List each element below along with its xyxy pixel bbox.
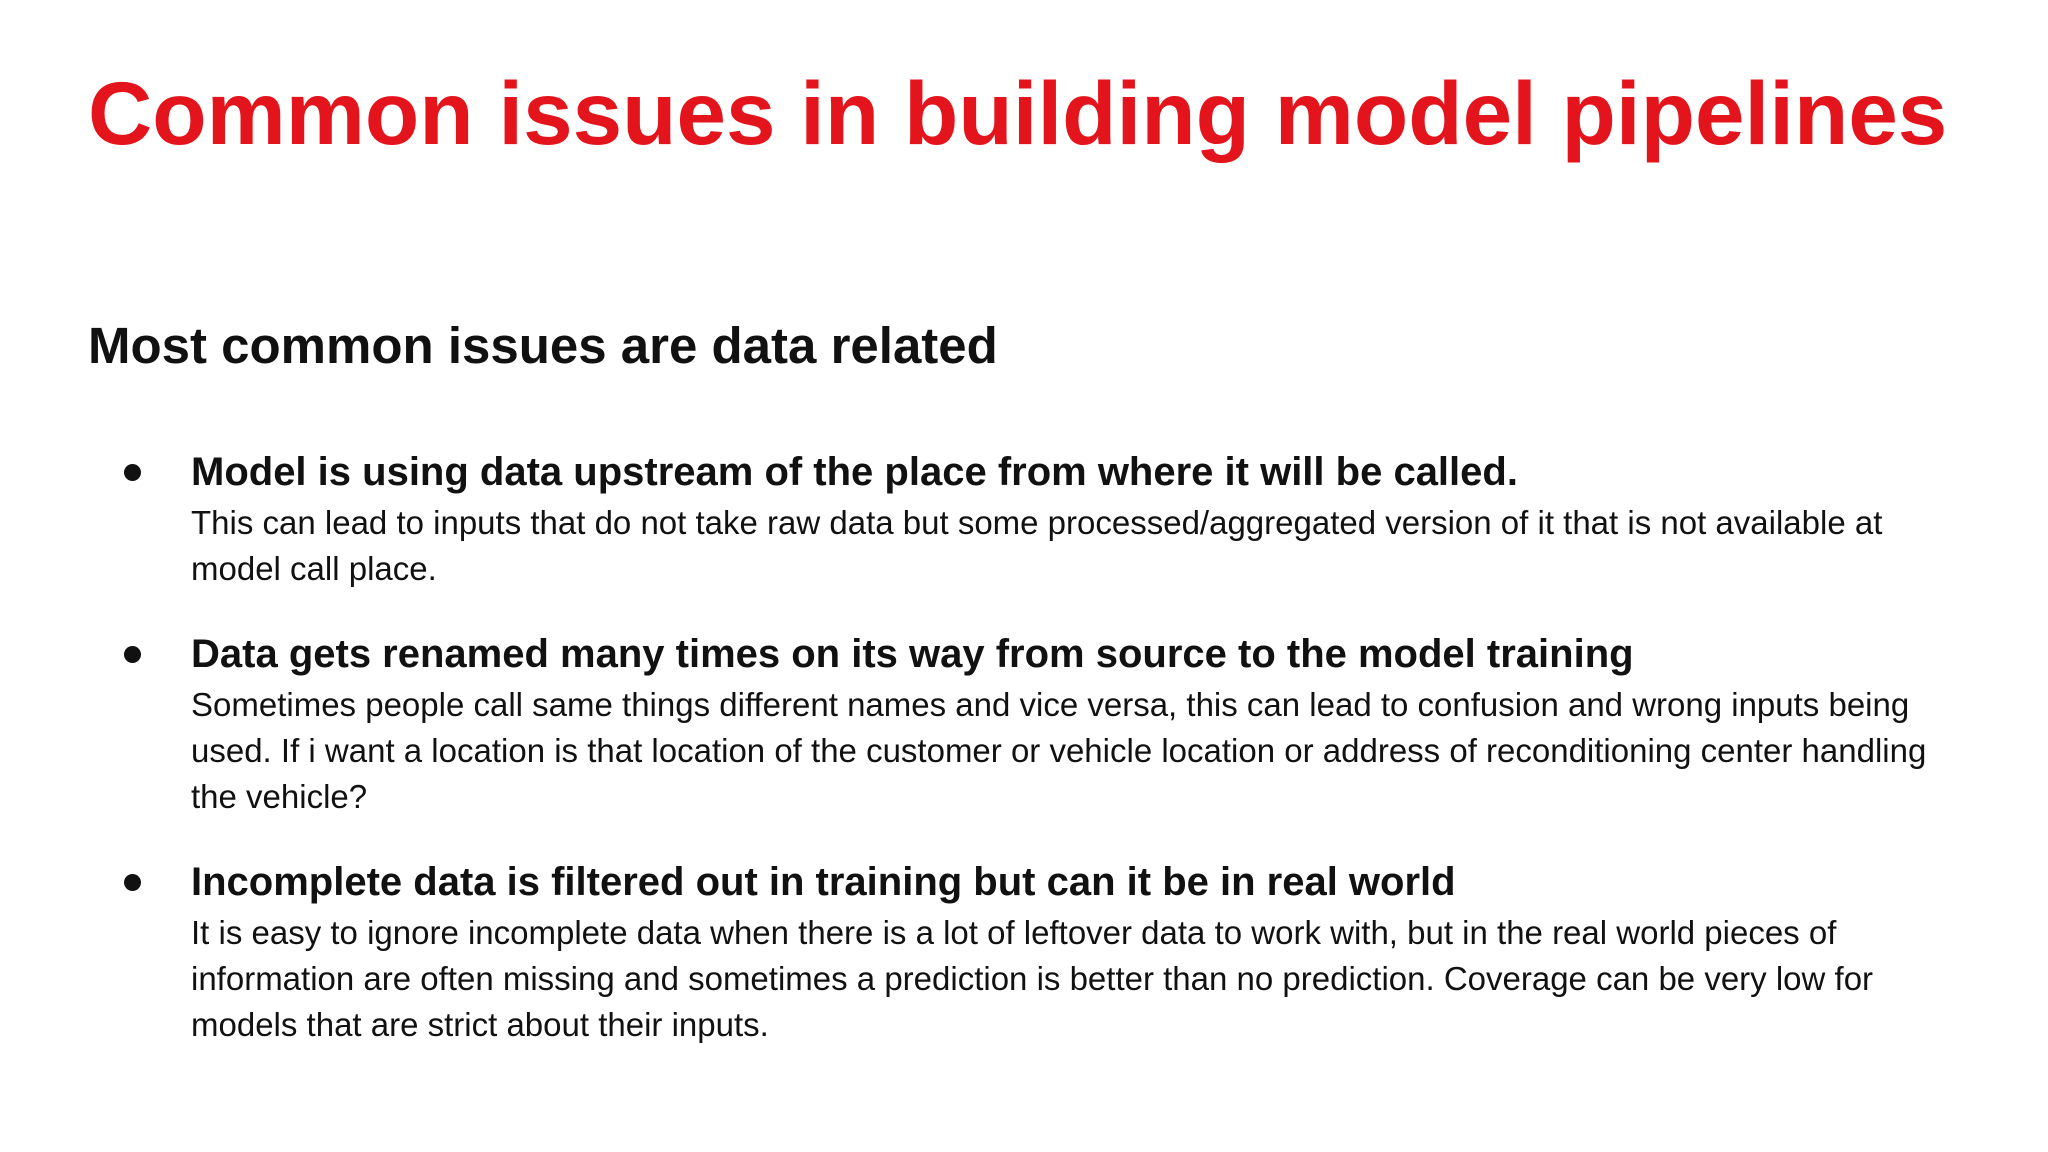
slide-title: Common issues in building model pipelines: [88, 63, 1948, 163]
bullet-heading: Incomplete data is filtered out in training but can it be in real world: [191, 860, 1456, 904]
bullet-dot-icon: [124, 874, 141, 891]
bullet-body: This can lead to inputs that do not take raw data but some processed/aggregated version of it that is not available at model call place.: [191, 504, 1883, 587]
bullet-list: [88, 444, 1968, 1048]
bullet-item: [88, 854, 1968, 1048]
bullet-item: [88, 444, 1968, 592]
bullet-dot-icon: [124, 646, 141, 663]
bullet-heading: Data gets renamed many times on its way from source to the model training: [191, 632, 1634, 676]
bullet-body: It is easy to ignore incomplete data when there is a lot of leftover data to work with, but in the real world pieces of information are often missing and sometimes a prediction is better than no prediction. Coverage can be very low for models that are strict about their inputs.: [191, 914, 1874, 1043]
bullet-heading: Model is using data upstream of the place from where it will be called.: [191, 450, 1518, 494]
bullet-item: [88, 626, 1968, 820]
bullet-dot-icon: [124, 464, 141, 481]
slide-subtitle: Most common issues are data related: [88, 317, 998, 374]
bullet-body: Sometimes people call same things different names and vice versa, this can lead to confusion and wrong inputs being used. If i want a location is that location of the customer or vehicle location or address of reconditioning center handling the vehicle?: [191, 686, 1927, 815]
